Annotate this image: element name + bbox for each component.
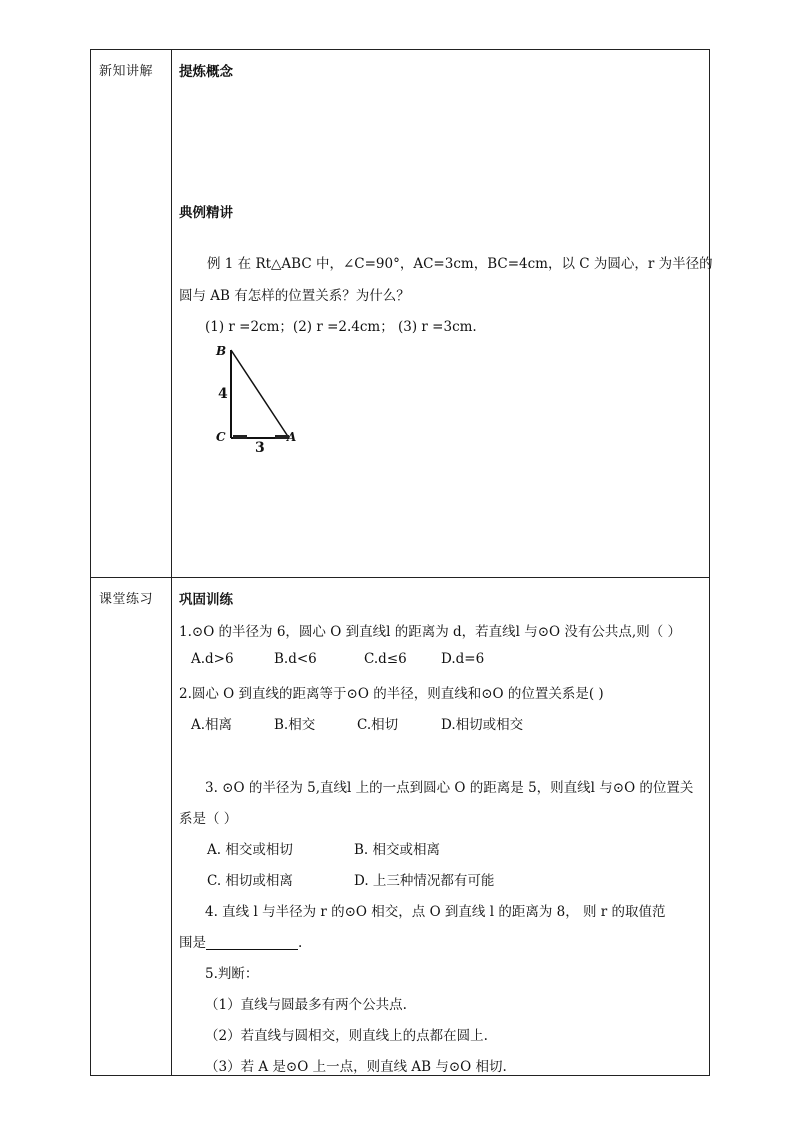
q3-option-b: B. 相交或相离 — [354, 842, 441, 858]
q5-item-1: （1）直线与圆最多有两个公共点. — [205, 997, 407, 1013]
q5-item-2: （2）若直线与圆相交，则直线上的点都在圆上. — [205, 1028, 488, 1044]
question-5-title: 5.判断： — [205, 966, 259, 982]
q4-suffix: . — [298, 935, 303, 951]
question-4-line1: 4. 直线 l 与半径为 r 的⊙O 相交，点 O 到直线 l 的距离为 8， 则 r 的取值范 — [205, 904, 666, 920]
example-cases: (1) r =2cm；(2) r =2.4cm； (3) r =3cm. — [205, 319, 477, 335]
side-length-ac: 3 — [255, 440, 265, 456]
q2-option-d: D.相切或相交 — [441, 717, 524, 733]
q3-option-a: A. 相交或相切 — [207, 842, 293, 858]
q3-option-d: D. 上三种情况都有可能 — [354, 873, 495, 889]
q2-option-b: B.相交 — [274, 717, 316, 733]
heading-consolidation: 巩固训练 — [179, 592, 233, 608]
triangle-figure — [209, 340, 309, 460]
q2-option-c: C.相切 — [357, 717, 399, 733]
question-2: 2.圆心 O 到直线的距离等于⊙O 的半径，则直线和⊙O 的位置关系是( ) — [179, 686, 604, 702]
question-4-line2 — [179, 931, 302, 951]
row-label-new-knowledge: 新知讲解 — [99, 64, 154, 79]
example-text-line1: 例 1 在 Rt△ABC 中，∠C=90°，AC=3cm，BC=4cm，以 C 为圆心，r 为半径的 — [207, 256, 713, 272]
q2-option-a: A.相离 — [191, 717, 233, 733]
example-text-line2: 圆与 AB 有怎样的位置关系？为什么？ — [179, 288, 410, 304]
q1-option-a: A.d>6 — [191, 651, 234, 667]
side-length-bc: 4 — [218, 386, 228, 402]
lesson-table — [90, 49, 713, 1076]
row-divider — [91, 577, 709, 578]
column-divider — [171, 50, 172, 1075]
q4-prefix: 围是 — [179, 935, 206, 951]
heading-concept: 提炼概念 — [179, 64, 233, 80]
q1-option-c: C.d≤6 — [364, 651, 407, 667]
q1-option-d: D.d=6 — [441, 651, 485, 667]
question-3-line2: 系是（ ） — [179, 811, 238, 827]
q3-option-c: C. 相切或相离 — [207, 873, 293, 889]
vertex-label-a: A — [287, 430, 297, 444]
vertex-label-b: B — [216, 344, 227, 358]
q5-item-3: （3）若 A 是⊙O 上一点，则直线 AB 与⊙O 相切. — [205, 1059, 507, 1075]
row-label-practice: 课堂练习 — [99, 592, 154, 607]
question-3-line1: 3. ⊙O 的半径为 5,直线l 上的一点到圆心 O 的距离是 5，则直线l 与⊙O 的位置关 — [205, 780, 694, 796]
question-1: 1.⊙O 的半径为 6，圆心 O 到直线l 的距离为 d，若直线l 与⊙O 没有公共点,则（ ） — [179, 624, 681, 640]
q4-answer-blank[interactable] — [206, 935, 298, 950]
q1-option-b: B.d<6 — [274, 651, 317, 667]
heading-example: 典例精讲 — [179, 205, 233, 221]
vertex-label-c: C — [216, 430, 226, 444]
